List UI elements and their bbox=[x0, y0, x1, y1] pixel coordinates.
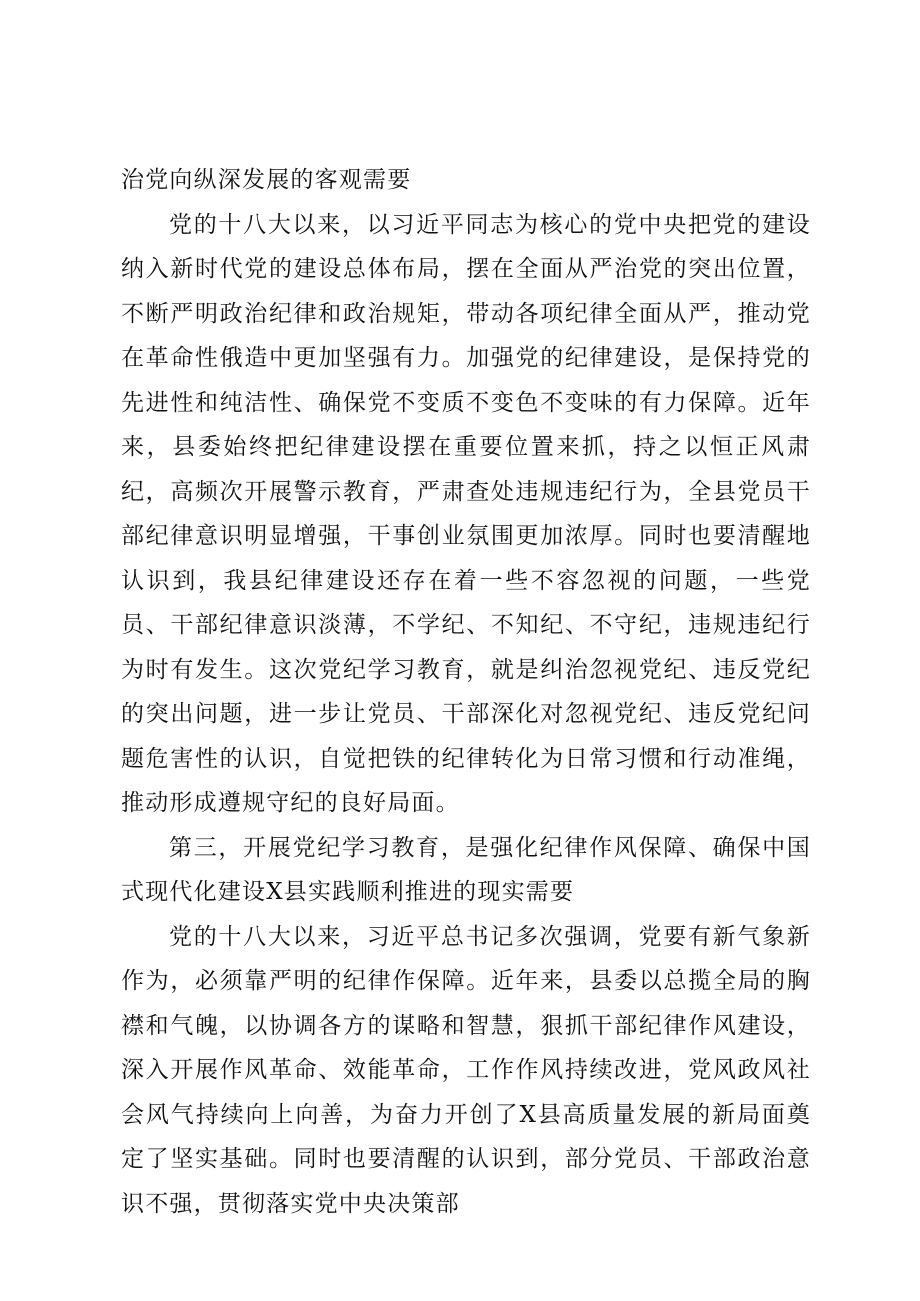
paragraph-work-style: 党的十八大以来，习近平总书记多次强调，党要有新气象新作为，必须靠严明的纪律作保障。近年来，县委以总揽全局的胸襟和气魄，以协调各方的谋略和智慧，狠抓干部纪律作风建设，深入开展作风革命、效能革命，工作作风持续改进，党风政风社会风气持续向上向善，为奋力开创了X县高质量发展的新局面奠定了坚实基础。同时也要清醒的认识到，部分党员、干部政治意识不强，贯彻落实党中央决策部 bbox=[121, 923, 811, 1217]
section-heading-third: 第三，开展党纪学习教育，是强化纪律作风保障、确保中国式现代化建设X县实践顺利推进的现实需要 bbox=[121, 834, 811, 905]
paragraph-discipline-building: 党的十八大以来，以习近平同志为核心的党中央把党的建设纳入新时代党的建设总体布局，摆在全面从严治党的突出位置，不断严明政治纪律和政治规矩，带动各项纪律全面从严，推动党在革命性俄造中更加坚强有力。加强党的纪律建设，是保持党的先进性和纯洁性、确保党不变质不变色不变味的有力保障。近年来，县委始终把纪律建设摆在重要位置来抓，持之以恒正风肃纪，高频次开展警示教育，严肃查处违规违纪行为，全县党员干部纪律意识明显增强，干事创业氛围更加浓厚。同时也要清醒地认识到，我县纪律建设还存在着一些不容忽视的问题，一些党员、干部纪律意识淡薄，不学纪、不知纪、不守纪，违规违纪行为时有发生。这次党纪学习教育，就是纠治忽视党纪、违反党纪的突出问题，进一步让党员、干部深化对忽视党纪、违反党纪问题危害性的认识，自觉把铁的纪律转化为日常习惯和行动准绳，推动形成遵规守纪的良好局面。 bbox=[121, 211, 811, 816]
document-body bbox=[121, 158, 811, 1226]
paragraph-heading-continuation: 治党向纵深发展的客观需要 bbox=[121, 167, 412, 193]
